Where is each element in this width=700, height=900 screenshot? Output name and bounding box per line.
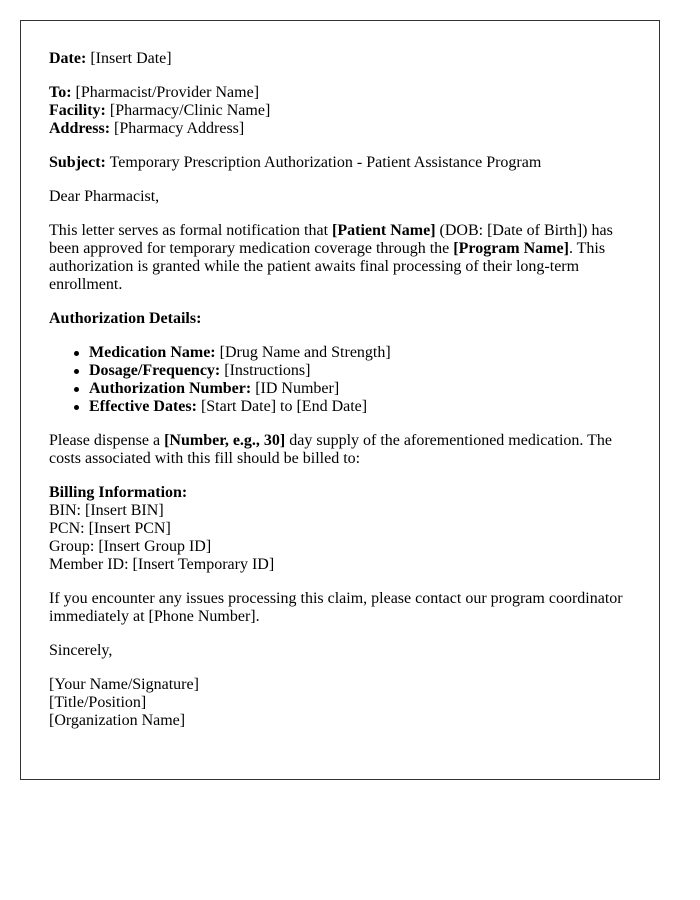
details-heading: Authorization Details: bbox=[49, 310, 202, 327]
dispense-text-1: Please dispense a bbox=[49, 432, 165, 449]
to-line bbox=[49, 84, 631, 102]
subject-line bbox=[49, 154, 631, 172]
facility-value: [Pharmacy/Clinic Name] bbox=[109, 102, 271, 119]
details-list bbox=[49, 344, 631, 416]
facility-line bbox=[49, 102, 631, 120]
salutation: Dear Pharmacist, bbox=[49, 188, 160, 205]
list-item bbox=[89, 380, 631, 398]
date-label: Date: bbox=[49, 50, 87, 67]
dispense-paragraph bbox=[49, 432, 631, 468]
details-heading-block bbox=[49, 310, 631, 328]
list-item bbox=[89, 362, 631, 380]
to-label: To: bbox=[49, 84, 72, 101]
authorization-number-value: [ID Number] bbox=[255, 380, 340, 397]
contact-paragraph: If you encounter any issues processing this claim, please contact our program coordinator immediately at [Phone Number]. bbox=[49, 590, 623, 625]
facility-label: Facility: bbox=[49, 102, 106, 119]
date-value: [Insert Date] bbox=[90, 50, 172, 67]
patient-name-placeholder: [Patient Name] bbox=[332, 222, 436, 239]
billing-member-id: Member ID: [Insert Temporary ID] bbox=[49, 556, 275, 573]
medication-label: Medication Name: bbox=[89, 344, 216, 361]
signature-organization: [Organization Name] bbox=[49, 712, 186, 729]
billing-block bbox=[49, 484, 631, 574]
intro-text-3: . This authorization is granted while the patient awaits final processing of their long-term enrollment. bbox=[49, 240, 606, 293]
medication-value: [Drug Name and Strength] bbox=[219, 344, 391, 361]
signature-name: [Your Name/Signature] bbox=[49, 676, 199, 693]
signature-block bbox=[49, 676, 631, 730]
billing-group: Group: [Insert Group ID] bbox=[49, 538, 212, 555]
address-line bbox=[49, 120, 631, 138]
list-item bbox=[89, 398, 631, 416]
effective-dates-value: [Start Date] to [End Date] bbox=[200, 398, 368, 415]
date-line bbox=[49, 50, 631, 68]
program-name-placeholder: [Program Name] bbox=[453, 240, 569, 257]
intro-paragraph bbox=[49, 222, 631, 294]
recipient-block bbox=[49, 84, 631, 138]
billing-bin: BIN: [Insert BIN] bbox=[49, 502, 164, 519]
dosage-label: Dosage/Frequency: bbox=[89, 362, 221, 379]
address-value: [Pharmacy Address] bbox=[114, 120, 245, 137]
billing-heading: Billing Information: bbox=[49, 484, 188, 501]
dosage-value: [Instructions] bbox=[224, 362, 311, 379]
billing-pcn: PCN: [Insert PCN] bbox=[49, 520, 171, 537]
to-value: [Pharmacist/Provider Name] bbox=[75, 84, 260, 101]
list-item bbox=[89, 344, 631, 362]
effective-dates-label: Effective Dates: bbox=[89, 398, 197, 415]
closing: Sincerely, bbox=[49, 642, 113, 659]
dispense-text-2: day supply of the aforementioned medication. The costs associated with this fill should be billed to: bbox=[49, 432, 612, 467]
supply-placeholder: [Number, e.g., 30] bbox=[164, 432, 286, 449]
address-label: Address: bbox=[49, 120, 111, 137]
letter-document bbox=[20, 20, 660, 780]
intro-text-2: (DOB: [Date of Birth]) has been approved for temporary medication coverage through the bbox=[49, 222, 613, 257]
subject-label: Subject: bbox=[49, 154, 106, 171]
subject-value: Temporary Prescription Authorization - Patient Assistance Program bbox=[109, 154, 542, 171]
authorization-number-label: Authorization Number: bbox=[89, 380, 252, 397]
signature-title: [Title/Position] bbox=[49, 694, 147, 711]
intro-text-1: This letter serves as formal notification that bbox=[49, 222, 333, 239]
